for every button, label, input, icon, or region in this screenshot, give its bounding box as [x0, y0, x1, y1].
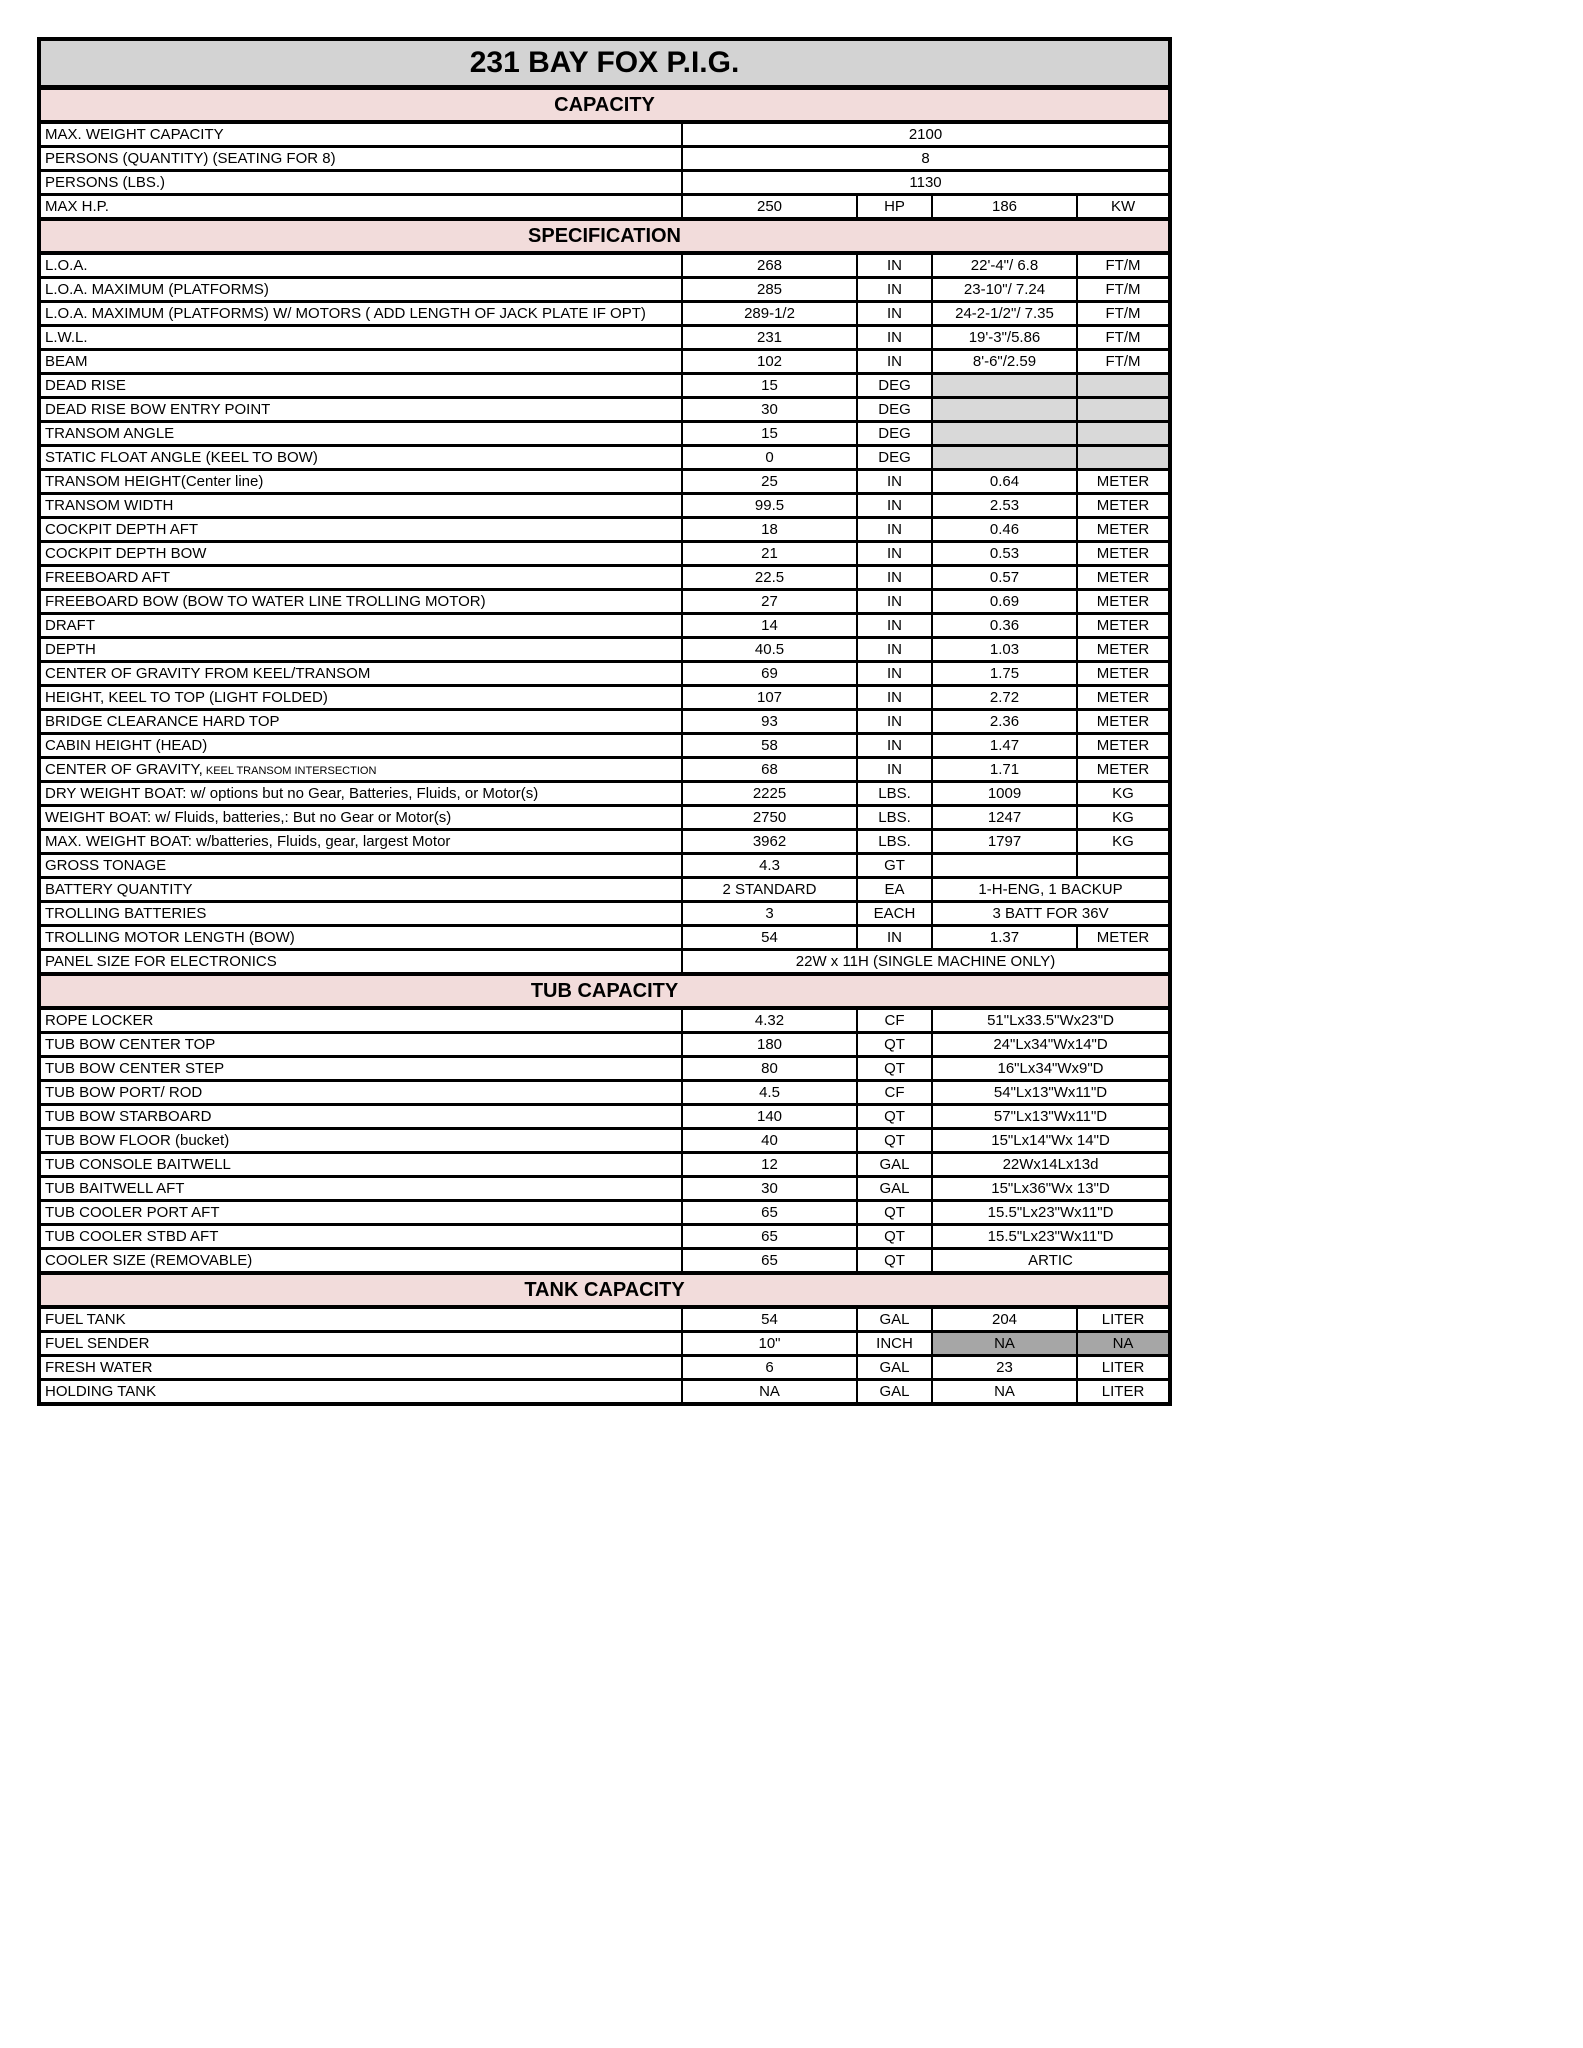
row-value	[932, 446, 1077, 470]
row-value: FT/M	[1077, 278, 1170, 302]
row-value: 65	[682, 1201, 857, 1225]
section-header-tub-capacity: TUB CAPACITY	[39, 974, 1170, 1008]
row-label: DEAD RISE BOW ENTRY POINT	[39, 398, 682, 422]
table-row	[39, 374, 1170, 398]
table-row	[39, 878, 1170, 902]
row-value: 23	[932, 1356, 1077, 1380]
row-value	[932, 854, 1077, 878]
row-value: 3962	[682, 830, 857, 854]
row-value: 180	[682, 1033, 857, 1057]
row-label: TUB BOW CENTER TOP	[39, 1033, 682, 1057]
table-row	[39, 590, 1170, 614]
row-value: 1.71	[932, 758, 1077, 782]
row-value: NA	[682, 1380, 857, 1405]
row-value: 268	[682, 253, 857, 278]
row-value: METER	[1077, 470, 1170, 494]
row-value: DEG	[857, 422, 932, 446]
row-label: TUB BAITWELL AFT	[39, 1177, 682, 1201]
row-value: 1.75	[932, 662, 1077, 686]
row-value: 57"Lx13"Wx11"D	[932, 1105, 1170, 1129]
row-value: HP	[857, 195, 932, 220]
row-label: COOLER SIZE (REMOVABLE)	[39, 1249, 682, 1274]
row-value: FT/M	[1077, 326, 1170, 350]
row-value: 285	[682, 278, 857, 302]
row-value: METER	[1077, 734, 1170, 758]
row-label: DRY WEIGHT BOAT: w/ options but no Gear, Batteries, Fluids, or Motor(s)	[39, 782, 682, 806]
table-row	[39, 1008, 1170, 1033]
row-value: 25	[682, 470, 857, 494]
row-value: 2.36	[932, 710, 1077, 734]
row-value: QT	[857, 1057, 932, 1081]
row-value	[1077, 446, 1170, 470]
table-row	[39, 1225, 1170, 1249]
row-value: NA	[932, 1332, 1077, 1356]
table-row	[39, 710, 1170, 734]
row-value: 2750	[682, 806, 857, 830]
row-label: WEIGHT BOAT: w/ Fluids, batteries,: But no Gear or Motor(s)	[39, 806, 682, 830]
row-value: IN	[857, 758, 932, 782]
table-row	[39, 147, 1170, 171]
row-value: 1.03	[932, 638, 1077, 662]
row-value: METER	[1077, 638, 1170, 662]
row-value: 1-H-ENG, 1 BACKUP	[932, 878, 1170, 902]
row-value: KG	[1077, 830, 1170, 854]
row-label: TUB COOLER PORT AFT	[39, 1201, 682, 1225]
row-value: 0.36	[932, 614, 1077, 638]
row-label: L.W.L.	[39, 326, 682, 350]
row-value: 204	[932, 1307, 1077, 1332]
row-value: LITER	[1077, 1380, 1170, 1405]
row-value: 30	[682, 1177, 857, 1201]
row-label: TRANSOM WIDTH	[39, 494, 682, 518]
table-row	[39, 758, 1170, 782]
table-row	[39, 350, 1170, 374]
boat-spec-table	[37, 37, 1172, 1406]
row-value: GAL	[857, 1153, 932, 1177]
row-value: 40	[682, 1129, 857, 1153]
row-value: 22Wx14Lx13d	[932, 1153, 1170, 1177]
row-value: INCH	[857, 1332, 932, 1356]
row-label: TUB BOW FLOOR (bucket)	[39, 1129, 682, 1153]
row-value: LITER	[1077, 1307, 1170, 1332]
row-value: DEG	[857, 374, 932, 398]
row-value: 1009	[932, 782, 1077, 806]
row-value: IN	[857, 470, 932, 494]
row-value: 10"	[682, 1332, 857, 1356]
table-row	[39, 1249, 1170, 1274]
row-value: KG	[1077, 806, 1170, 830]
row-value: 93	[682, 710, 857, 734]
section-row-capacity	[39, 88, 1170, 123]
row-label: COCKPIT DEPTH BOW	[39, 542, 682, 566]
row-value: GAL	[857, 1307, 932, 1332]
row-value: 65	[682, 1225, 857, 1249]
table-row	[39, 854, 1170, 878]
table-row	[39, 950, 1170, 975]
row-value: 0	[682, 446, 857, 470]
table-row	[39, 446, 1170, 470]
table-row	[39, 470, 1170, 494]
row-label: BRIDGE CLEARANCE HARD TOP	[39, 710, 682, 734]
table-row	[39, 494, 1170, 518]
row-value: 8'-6"/2.59	[932, 350, 1077, 374]
row-value: METER	[1077, 494, 1170, 518]
row-value: 3 BATT FOR 36V	[932, 902, 1170, 926]
row-value: METER	[1077, 758, 1170, 782]
table-row	[39, 1129, 1170, 1153]
row-value: 58	[682, 734, 857, 758]
row-value: 15	[682, 374, 857, 398]
section-row-tank-capacity	[39, 1273, 1170, 1307]
row-value: QT	[857, 1105, 932, 1129]
row-value	[932, 422, 1077, 446]
row-value: 99.5	[682, 494, 857, 518]
table-row	[39, 734, 1170, 758]
row-value: 2225	[682, 782, 857, 806]
row-value: METER	[1077, 662, 1170, 686]
table-row	[39, 542, 1170, 566]
row-value: 2 STANDARD	[682, 878, 857, 902]
table-row	[39, 122, 1170, 147]
row-value: LITER	[1077, 1356, 1170, 1380]
row-value: QT	[857, 1249, 932, 1274]
row-value: QT	[857, 1225, 932, 1249]
row-value: 54"Lx13"Wx11"D	[932, 1081, 1170, 1105]
row-value: 2100	[682, 122, 1170, 147]
row-value: 54	[682, 926, 857, 950]
row-value: CF	[857, 1081, 932, 1105]
row-value: IN	[857, 662, 932, 686]
row-value: GAL	[857, 1177, 932, 1201]
table-row	[39, 830, 1170, 854]
row-label: TUB CONSOLE BAITWELL	[39, 1153, 682, 1177]
row-value	[932, 374, 1077, 398]
table-row	[39, 686, 1170, 710]
table-row	[39, 1356, 1170, 1380]
row-value: 0.46	[932, 518, 1077, 542]
row-value: FT/M	[1077, 350, 1170, 374]
row-value: 15.5"Lx23"Wx11"D	[932, 1201, 1170, 1225]
row-value: 1130	[682, 171, 1170, 195]
row-label: TUB BOW CENTER STEP	[39, 1057, 682, 1081]
row-label: TUB BOW STARBOARD	[39, 1105, 682, 1129]
row-value: 0.53	[932, 542, 1077, 566]
row-value: 18	[682, 518, 857, 542]
table-row	[39, 253, 1170, 278]
row-value: 0.64	[932, 470, 1077, 494]
row-value: METER	[1077, 590, 1170, 614]
row-value: 14	[682, 614, 857, 638]
section-row-specification	[39, 219, 1170, 253]
row-value: 24-2-1/2"/ 7.35	[932, 302, 1077, 326]
row-value	[1077, 374, 1170, 398]
page-title: 231 BAY FOX P.I.G.	[39, 39, 1170, 88]
row-value: 6	[682, 1356, 857, 1380]
row-value: IN	[857, 590, 932, 614]
row-value: LBS.	[857, 830, 932, 854]
row-value: 250	[682, 195, 857, 220]
row-value: DEG	[857, 398, 932, 422]
row-label-small: KEEL TRANSOM INTERSECTION	[202, 764, 377, 777]
row-label: DEAD RISE	[39, 374, 682, 398]
section-header-tank-capacity: TANK CAPACITY	[39, 1273, 1170, 1307]
row-value: 23-10"/ 7.24	[932, 278, 1077, 302]
row-value: 4.5	[682, 1081, 857, 1105]
section-row-tub-capacity	[39, 974, 1170, 1008]
row-value: GAL	[857, 1356, 932, 1380]
row-value: 68	[682, 758, 857, 782]
row-value: 27	[682, 590, 857, 614]
table-row	[39, 195, 1170, 220]
row-value: 8	[682, 147, 1170, 171]
row-value: 22'-4"/ 6.8	[932, 253, 1077, 278]
table-row	[39, 614, 1170, 638]
row-value: FT/M	[1077, 253, 1170, 278]
row-label: HEIGHT, KEEL TO TOP (LIGHT FOLDED)	[39, 686, 682, 710]
row-label: CENTER OF GRAVITY FROM KEEL/TRANSOM	[39, 662, 682, 686]
row-value: CF	[857, 1008, 932, 1033]
row-label: FREEBOARD AFT	[39, 566, 682, 590]
table-row	[39, 1380, 1170, 1405]
row-value: QT	[857, 1129, 932, 1153]
row-label: L.O.A.	[39, 253, 682, 278]
row-value: 2.53	[932, 494, 1077, 518]
row-value: FT/M	[1077, 302, 1170, 326]
row-value: NA	[1077, 1332, 1170, 1356]
row-value: 2.72	[932, 686, 1077, 710]
table-row	[39, 806, 1170, 830]
row-value: METER	[1077, 686, 1170, 710]
row-value: 1797	[932, 830, 1077, 854]
row-value: KG	[1077, 782, 1170, 806]
row-value: IN	[857, 350, 932, 374]
row-value: NA	[932, 1380, 1077, 1405]
row-value: IN	[857, 518, 932, 542]
row-value: 4.3	[682, 854, 857, 878]
spec-sheet	[37, 37, 1172, 1406]
row-value: 24"Lx34"Wx14"D	[932, 1033, 1170, 1057]
row-label: MAX. WEIGHT CAPACITY	[39, 122, 682, 147]
row-label: PANEL SIZE FOR ELECTRONICS	[39, 950, 682, 975]
table-row	[39, 171, 1170, 195]
row-label: ROPE LOCKER	[39, 1008, 682, 1033]
row-value: LBS.	[857, 806, 932, 830]
table-row	[39, 566, 1170, 590]
row-value: METER	[1077, 566, 1170, 590]
section-header-capacity: CAPACITY	[39, 88, 1170, 123]
table-row	[39, 278, 1170, 302]
row-value: IN	[857, 326, 932, 350]
row-value: 54	[682, 1307, 857, 1332]
row-value: 231	[682, 326, 857, 350]
row-value: METER	[1077, 926, 1170, 950]
row-value	[932, 398, 1077, 422]
table-row	[39, 1033, 1170, 1057]
row-value: IN	[857, 542, 932, 566]
table-row	[39, 902, 1170, 926]
row-value: IN	[857, 638, 932, 662]
row-label: FRESH WATER	[39, 1356, 682, 1380]
row-value: 12	[682, 1153, 857, 1177]
row-value: METER	[1077, 710, 1170, 734]
row-value: IN	[857, 926, 932, 950]
row-value: 186	[932, 195, 1077, 220]
table-row	[39, 518, 1170, 542]
row-value: KW	[1077, 195, 1170, 220]
row-value: METER	[1077, 542, 1170, 566]
table-row	[39, 638, 1170, 662]
row-value: METER	[1077, 614, 1170, 638]
table-row	[39, 926, 1170, 950]
row-value: GT	[857, 854, 932, 878]
table-row	[39, 1153, 1170, 1177]
row-value: 69	[682, 662, 857, 686]
title-row	[39, 39, 1170, 88]
table-row	[39, 1057, 1170, 1081]
row-value: 22W x 11H (SINGLE MACHINE ONLY)	[682, 950, 1170, 975]
row-value: 15"Lx36"Wx 13"D	[932, 1177, 1170, 1201]
row-label: MAX. WEIGHT BOAT: w/batteries, Fluids, gear, largest Motor	[39, 830, 682, 854]
row-value: 21	[682, 542, 857, 566]
row-label: FUEL TANK	[39, 1307, 682, 1332]
row-value: 102	[682, 350, 857, 374]
row-value: 15"Lx14"Wx 14"D	[932, 1129, 1170, 1153]
row-label: PERSONS (QUANTITY) (SEATING FOR 8)	[39, 147, 682, 171]
row-value: 30	[682, 398, 857, 422]
row-value: 0.69	[932, 590, 1077, 614]
row-value: IN	[857, 686, 932, 710]
row-value	[1077, 422, 1170, 446]
row-label: BEAM	[39, 350, 682, 374]
table-row	[39, 662, 1170, 686]
row-value: QT	[857, 1033, 932, 1057]
row-value: 51"Lx33.5"Wx23"D	[932, 1008, 1170, 1033]
row-value: QT	[857, 1201, 932, 1225]
row-value: IN	[857, 302, 932, 326]
row-value: IN	[857, 278, 932, 302]
row-label: TROLLING BATTERIES	[39, 902, 682, 926]
table-row	[39, 1081, 1170, 1105]
row-value: 19'-3"/5.86	[932, 326, 1077, 350]
table-row	[39, 782, 1170, 806]
table-row	[39, 1105, 1170, 1129]
row-label: COCKPIT DEPTH AFT	[39, 518, 682, 542]
row-value: METER	[1077, 518, 1170, 542]
table-row	[39, 302, 1170, 326]
row-label: DRAFT	[39, 614, 682, 638]
row-value: EACH	[857, 902, 932, 926]
row-value	[1077, 854, 1170, 878]
row-value: 15	[682, 422, 857, 446]
row-value: 1.37	[932, 926, 1077, 950]
row-value: 1.47	[932, 734, 1077, 758]
row-value: ARTIC	[932, 1249, 1170, 1274]
row-label: TRANSOM ANGLE	[39, 422, 682, 446]
row-label: TRANSOM HEIGHT(Center line)	[39, 470, 682, 494]
row-value: IN	[857, 253, 932, 278]
row-value	[1077, 398, 1170, 422]
row-value: DEG	[857, 446, 932, 470]
row-label: L.O.A. MAXIMUM (PLATFORMS) W/ MOTORS ( ADD LENGTH OF JACK PLATE IF OPT)	[39, 302, 682, 326]
row-label: PERSONS (LBS.)	[39, 171, 682, 195]
row-value: IN	[857, 614, 932, 638]
row-label: GROSS TONAGE	[39, 854, 682, 878]
row-value: 22.5	[682, 566, 857, 590]
row-label: MAX H.P.	[39, 195, 682, 220]
table-row	[39, 422, 1170, 446]
row-value: LBS.	[857, 782, 932, 806]
row-label: CABIN HEIGHT (HEAD)	[39, 734, 682, 758]
table-row	[39, 326, 1170, 350]
row-value: 40.5	[682, 638, 857, 662]
row-value: 16"Lx34"Wx9"D	[932, 1057, 1170, 1081]
row-value: 80	[682, 1057, 857, 1081]
row-label: TUB COOLER STBD AFT	[39, 1225, 682, 1249]
row-value: GAL	[857, 1380, 932, 1405]
row-value: IN	[857, 494, 932, 518]
row-value: 0.57	[932, 566, 1077, 590]
row-label: DEPTH	[39, 638, 682, 662]
row-value: 65	[682, 1249, 857, 1274]
row-label: HOLDING TANK	[39, 1380, 682, 1405]
row-value: 1247	[932, 806, 1077, 830]
section-header-specification: SPECIFICATION	[39, 219, 1170, 253]
row-value: 289-1/2	[682, 302, 857, 326]
row-value: 4.32	[682, 1008, 857, 1033]
table-row	[39, 1307, 1170, 1332]
row-label: TROLLING MOTOR LENGTH (BOW)	[39, 926, 682, 950]
table-body	[39, 39, 1170, 1404]
table-row	[39, 398, 1170, 422]
table-row	[39, 1201, 1170, 1225]
row-label: BATTERY QUANTITY	[39, 878, 682, 902]
table-row	[39, 1332, 1170, 1356]
row-value: IN	[857, 566, 932, 590]
row-value: 107	[682, 686, 857, 710]
row-label: FUEL SENDER	[39, 1332, 682, 1356]
row-value: 3	[682, 902, 857, 926]
row-value: IN	[857, 734, 932, 758]
row-label: TUB BOW PORT/ ROD	[39, 1081, 682, 1105]
row-value: EA	[857, 878, 932, 902]
row-value: 140	[682, 1105, 857, 1129]
row-value: IN	[857, 710, 932, 734]
row-value: 15.5"Lx23"Wx11"D	[932, 1225, 1170, 1249]
row-label: L.O.A. MAXIMUM (PLATFORMS)	[39, 278, 682, 302]
row-label: FREEBOARD BOW (BOW TO WATER LINE TROLLING MOTOR)	[39, 590, 682, 614]
row-label: STATIC FLOAT ANGLE (KEEL TO BOW)	[39, 446, 682, 470]
row-label: CENTER OF GRAVITY, KEEL TRANSOM INTERSECTION	[39, 758, 682, 782]
table-row	[39, 1177, 1170, 1201]
